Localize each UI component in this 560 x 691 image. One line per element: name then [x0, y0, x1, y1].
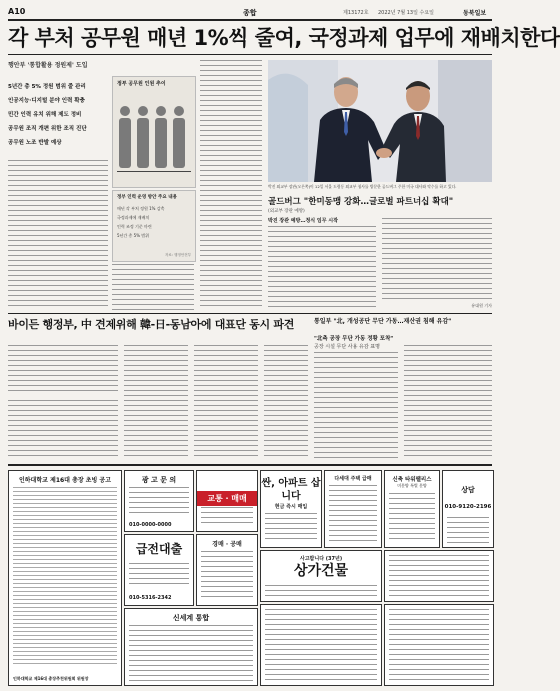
ad-misc-2: [260, 604, 382, 686]
chart-points: [117, 204, 191, 240]
ad-misc-3-body: [389, 609, 489, 681]
sub-point: 민간 인력 유치 위해 제도 정비: [8, 112, 82, 118]
chart-point: 5년간 총 5% 범위: [117, 233, 150, 238]
section-rule-1: [8, 313, 492, 314]
diplomacy-photo: [268, 60, 492, 182]
ad-realty: [324, 470, 382, 548]
headline-kicker: 행안부 '통합활용 정원제' 도입: [8, 62, 88, 69]
ad-cross: [196, 470, 258, 532]
east-asia-body-2: [124, 345, 188, 460]
ad-notice: [124, 470, 194, 532]
ad-tower-sub: 미분양 특별 분양: [397, 483, 427, 488]
handshake-illustration: [268, 60, 492, 182]
ad-realty-title: 다세대 주택 급매: [334, 476, 372, 482]
chart-title: 정부 공무원 인원 추이: [117, 81, 166, 87]
ad-notice-body: [129, 487, 189, 517]
article-body-left: [8, 160, 108, 310]
ad-inha-footer: 인하대학교 제16대 총장추천위원회 위원장: [13, 676, 89, 681]
ad-sale-sub: 현금 즉시 매입: [274, 504, 308, 510]
east-asia-body-4: [264, 345, 308, 460]
main-headline: 각 부처 공무원 매년 1%씩 줄여, 국정과제 업무에 재배치한다: [8, 26, 560, 50]
ad-phone-number: 010-9120-2196: [444, 504, 492, 510]
ad-misc-1: [384, 550, 494, 602]
ad-notice-title: 광 고 문 의: [141, 476, 177, 484]
east-asia-body-3: [194, 345, 258, 460]
sub-point: 공무원 조직 개편 위한 조직 진단: [8, 126, 87, 132]
ad-misc-1-body: [389, 555, 489, 597]
ad-sale-body: [265, 513, 317, 543]
ad-tower-title: 신축 타워팰리스: [392, 477, 432, 483]
kaesong-sub: 공장 시설 무단 사용 유감 표명: [314, 344, 380, 350]
chart-source: 자료: 행정안전부: [165, 253, 191, 257]
chart-caption: 정부 인력 운영 방안 주요 내용: [117, 195, 177, 200]
ad-realty-body: [329, 485, 377, 543]
ad-shinhwa: [124, 608, 258, 686]
photo-caption: 박진 외교부 장관(오른쪽)이 12일 서울 도렴동 외교부 청사를 방문한 골드버그 주한 미국 대사와 악수를 하고 있다.: [268, 184, 457, 189]
ad-shinhwa-body: [129, 625, 253, 681]
east-asia-lead: [8, 345, 118, 393]
kaesong-kicker: 통일부 "北, 개성공단 무단 가동…재산권 침해 유감": [314, 318, 452, 325]
ad-misc-3: [384, 604, 494, 686]
ad-phone-body: [447, 517, 489, 543]
ad-phone-big: [442, 470, 494, 548]
ad-loan-title: 급전대출: [135, 542, 183, 556]
diplomacy-body-2: [382, 218, 492, 302]
paper-name: 동북일보: [463, 10, 487, 17]
ad-cross-body: [201, 507, 253, 527]
ad-tower-body: [389, 493, 435, 543]
sub-point: 5년간 총 5% 정원 범위 줄 관리: [8, 84, 86, 90]
ad-sangga-sub: 사고팝니다 (37년): [299, 556, 343, 562]
diplomacy-subhead: (외교부 장관 예방): [268, 209, 305, 214]
page-number: A10: [8, 7, 26, 16]
issue-number: 제13172호: [343, 10, 369, 16]
ad-notice-phone: 010-0000-0000: [129, 522, 172, 528]
chart-point: 국정과제에 재배치: [117, 215, 150, 220]
east-asia-body-1: [8, 400, 118, 460]
chart-point: 인력 조정 기준 마련: [117, 224, 152, 229]
ad-loan-body: [129, 563, 189, 587]
diplomacy-body-1: [268, 226, 376, 308]
sub-points: [8, 80, 108, 150]
ad-loan-phone: 010-5316-2342: [129, 595, 172, 601]
sub-point: 공무원 노조 반발 예상: [8, 140, 62, 146]
ad-kyungmae-title: 경매 · 공매: [212, 541, 242, 548]
ad-kyungmae: [196, 534, 258, 606]
section-rule-2: [8, 464, 492, 466]
people-icons: [115, 91, 193, 183]
diplomacy-author: 유대원 기자: [471, 303, 492, 308]
section-label: 종합: [243, 9, 257, 17]
ad-sale: [260, 470, 322, 548]
ad-inha: [8, 470, 122, 686]
headline-rule: [8, 54, 492, 55]
ad-kyungmae-body: [201, 551, 253, 601]
article-body-col3: [200, 60, 262, 310]
ad-sangga-body: [265, 585, 377, 597]
chart-point: 매년 각 부처 정원 1% 감축: [117, 206, 165, 211]
diplomacy-byline: 박진 장관 예방…정식 임무 시작: [268, 218, 338, 224]
ad-shinhwa-title: 신세계 통합: [172, 614, 210, 622]
ad-tower: [384, 470, 440, 548]
masthead-rule: [8, 19, 492, 21]
ad-sangga: [260, 550, 382, 602]
ad-sale-title: 싼, 아파트 삽니다: [261, 478, 321, 502]
article-body-mid: [112, 264, 194, 310]
kaesong-quote: "北측 공장 무단 가동 정황 포착": [314, 336, 394, 342]
ad-loan: [124, 534, 194, 606]
chart-caption-box: [112, 190, 196, 262]
ad-misc-2-body: [265, 609, 377, 681]
kaesong-body-2: [404, 345, 492, 460]
chart-graphic: [112, 76, 196, 188]
ad-inha-body: [13, 487, 117, 665]
ad-inha-title: 인하대학교 제16대 총장 초빙 공고: [18, 477, 112, 484]
sub-point: 인공지능·디지털 분야 인력 확충: [8, 98, 85, 104]
masthead: [8, 7, 492, 19]
diplomacy-headline: 골드버그 "한미동맹 강화…글로벌 파트너십 확대": [268, 197, 454, 207]
east-asia-headline: 바이든 행정부, 中 견제위해 韓-日-동남아에 대표단 동시 파견: [8, 318, 295, 331]
ad-cross-title: 교통 · 매매: [197, 491, 257, 506]
kaesong-body-1: [314, 352, 398, 460]
ad-phone-label: 상담: [461, 486, 475, 494]
ad-sangga-title: 상가건물: [293, 563, 349, 579]
issue-date: 2022년 7월 13일 수요일: [378, 10, 435, 16]
